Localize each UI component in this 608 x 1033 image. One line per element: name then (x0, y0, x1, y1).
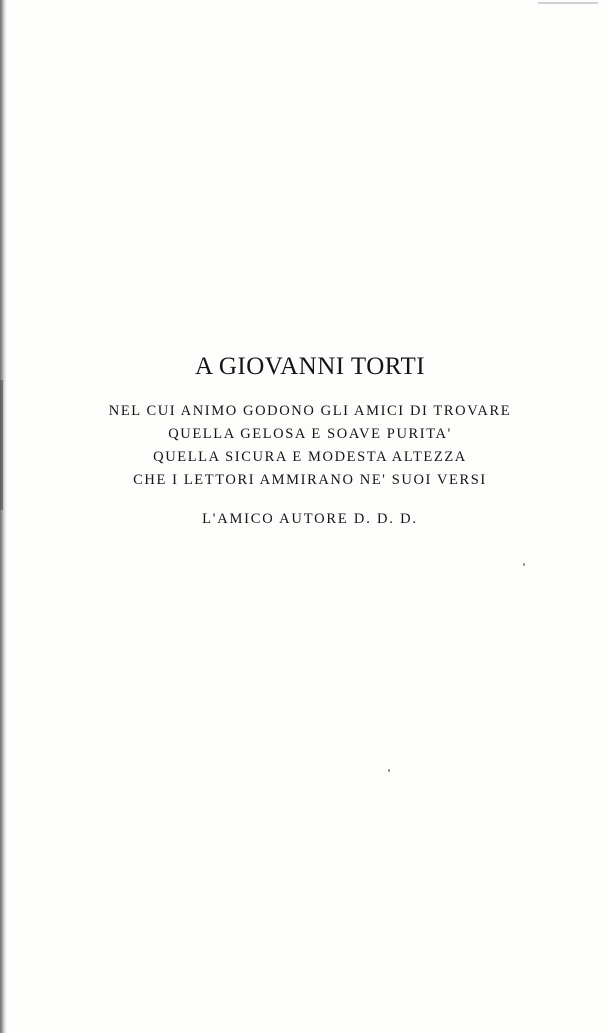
dedication-line-2: QUELLA GELOSA E SOAVE PURITA' (168, 426, 452, 442)
paper-speck (523, 563, 525, 566)
scan-artifact (538, 2, 598, 4)
dedication-signature: L'AMICO AUTORE D. D. D. (202, 511, 418, 527)
dedication-line-4: CHE I LETTORI AMMIRANO NE' SUOI VERSI (133, 472, 487, 488)
dedication-title: A GIOVANNI TORTI (194, 353, 426, 380)
dedication-line-3: QUELLA SICURA E MODESTA ALTEZZA (153, 449, 467, 465)
paper-speck (388, 769, 390, 772)
dedication-block (0, 352, 608, 530)
dedication-line-1: NEL CUI ANIMO GODONO GLI AMICI DI TROVARE (108, 403, 512, 419)
